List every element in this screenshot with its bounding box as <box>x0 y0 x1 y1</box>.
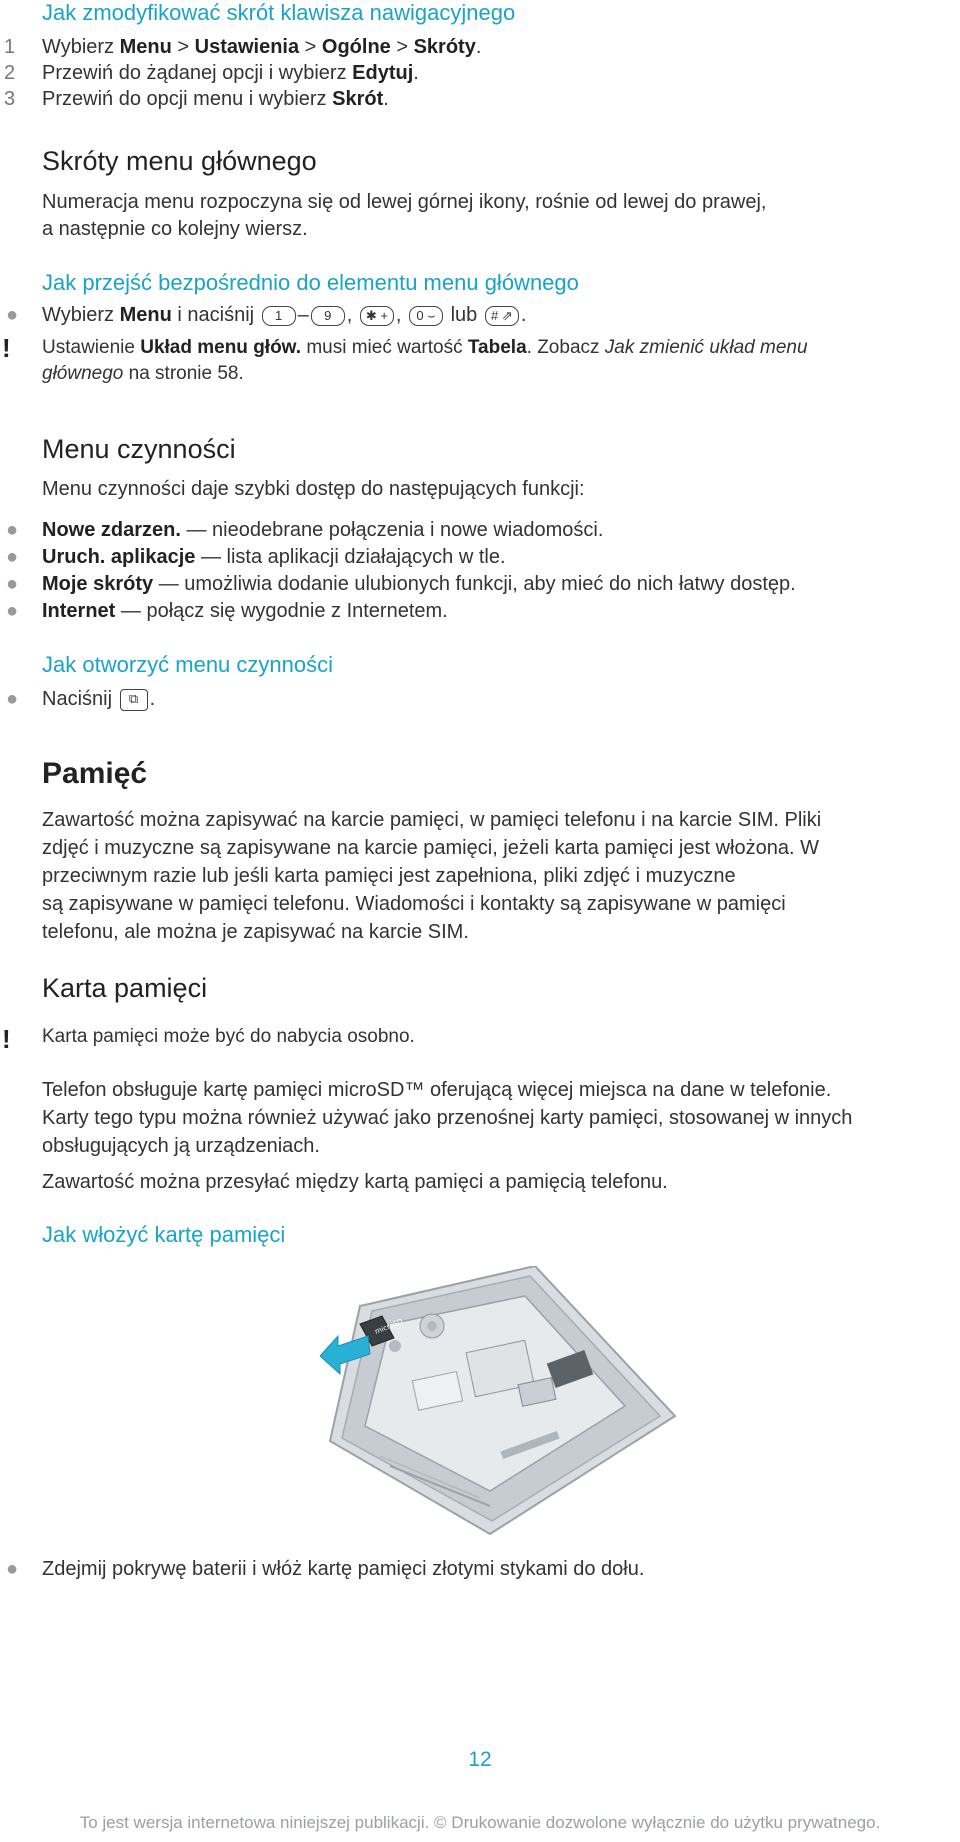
subheading-open-activity-menu: Jak otworzyć menu czynności <box>42 652 333 677</box>
note-text: musi mieć wartość <box>301 337 468 358</box>
section-title-main-menu-shortcuts: Skróty menu głównego <box>42 146 317 176</box>
key-hash-icon: # ⇗ <box>485 306 519 326</box>
step-text: . <box>413 62 419 84</box>
step-number: 1 <box>4 36 16 58</box>
bullet-text: Wybierz <box>42 304 120 326</box>
subheading-insert-card: Jak włożyć kartę pamięci <box>42 1222 286 1247</box>
note-text: na stronie 58. <box>123 363 244 384</box>
period: . <box>149 688 156 710</box>
item-term: Nowe zdarzen. <box>42 519 181 541</box>
comma: , <box>395 304 402 326</box>
paragraph-line: Menu czynności daje szybki dostęp do następujących funkcji: <box>42 478 585 500</box>
memory-paragraph <box>42 806 942 946</box>
key-star-icon: ✱ + <box>360 306 394 326</box>
phone-illustration <box>320 1266 690 1536</box>
footer-notice: To jest wersja internetowa niniejszej publikacji. © Drukowanie dozwolone wyłącznie do użytku prywatnego. <box>79 1813 881 1832</box>
note-emphasis: Układ menu głów. <box>140 337 302 358</box>
note-text: . Zobacz <box>526 337 605 358</box>
paragraph-line: Telefon obsługuje kartę pamięci microSD™ oferującą więcej miejsca na dane w telefonie. <box>42 1079 832 1101</box>
section-title-memory: Pamięć <box>42 757 148 790</box>
subheading-direct-access: Jak przejść bezpośrednio do elementu menu głównego <box>42 270 579 295</box>
page-number: 12 <box>468 1748 492 1771</box>
bullet-text: i naciśnij <box>171 304 260 326</box>
bullet-dot: ● <box>6 546 19 568</box>
note-purchase <box>0 1026 960 1056</box>
step-emphasis: Menu <box>119 36 172 58</box>
step-2 <box>0 60 960 86</box>
bullet-keys <box>0 302 960 330</box>
note-text: Ustawienie <box>42 337 141 358</box>
item-term: Uruch. aplikacje <box>42 546 196 568</box>
step-text: Wybierz <box>42 36 120 58</box>
step-text: . <box>475 36 482 58</box>
bullet-dot: ● <box>6 688 19 710</box>
step-3 <box>0 86 960 112</box>
step-number: 2 <box>4 62 16 84</box>
section-heading-shortcut: Jak zmodyfikować skrót klawisza nawigacyjnego <box>42 0 516 25</box>
note-text: Karta pamięci może być do nabycia osobno. <box>42 1026 415 1047</box>
item-term: Moje skróty <box>42 573 154 595</box>
step-emphasis: Edytuj <box>352 62 414 84</box>
list-item <box>0 598 960 625</box>
step-text: > <box>171 36 195 58</box>
step-number: 3 <box>4 88 16 110</box>
card-label: microSD <box>373 1317 405 1336</box>
bullet-dot: ● <box>6 304 19 326</box>
phone-back-image <box>320 1266 690 1536</box>
bullet-text: Naciśnij <box>42 688 118 710</box>
list-item <box>0 544 960 571</box>
item-desc: — umożliwia dodanie ulubionych funkcji, aby mieć do nich łatwy dostęp. <box>153 573 796 595</box>
dash: – <box>297 304 309 326</box>
paragraph-line: obsługujących ją urządzeniach. <box>42 1135 320 1157</box>
bullet-insert-step <box>0 1556 960 1584</box>
paragraph-line: Karty tego typu można również używać jako przenośnej karty pamięci, stosowanej w innych <box>42 1107 853 1129</box>
step-1 <box>0 34 960 60</box>
paragraph-line: Zawartość można przesyłać między kartą pamięci a pamięcią telefonu. <box>42 1171 668 1193</box>
list-item <box>0 571 960 598</box>
menu-term: Menu <box>119 304 172 326</box>
bullet-press <box>0 686 960 714</box>
paragraph-line: są zapisywane w pamięci telefonu. Wiadomości i kontakty są zapisywane w pamięci <box>42 893 786 915</box>
key-9-icon: 9 <box>311 306 345 326</box>
comma: , <box>346 304 353 326</box>
item-term: Internet <box>42 600 116 622</box>
paragraph-line: a następnie co kolejny wiersz. <box>42 218 308 240</box>
note-link-italic: Jak zmienić układ menu <box>604 337 808 358</box>
item-desc: — nieodebrane połączenia i nowe wiadomości. <box>180 519 604 541</box>
step-text: . <box>383 88 389 110</box>
bullet-dot: ● <box>6 519 19 541</box>
step-text: Przewiń do żądanej opcji i wybierz <box>42 62 353 84</box>
activity-list <box>0 517 960 625</box>
list-item <box>0 517 960 544</box>
paragraph-line: przeciwnym razie lub jeśli karta pamięci jest zapełniona, pliki zdjęć i muzyczne <box>42 865 736 887</box>
step-text: > <box>299 36 322 58</box>
steps-list <box>0 34 960 112</box>
paragraph-line: Zawartość można zapisywać na karcie pamięci, w pamięci telefonu i na karcie SIM. Pliki <box>42 809 822 831</box>
bullet-dot: ● <box>6 600 19 622</box>
step-text: > <box>390 36 414 58</box>
paragraph-line: Numeracja menu rozpoczyna się od lewej górnej ikony, rośnie od lewej do prawej, <box>42 191 767 213</box>
key-0-icon: 0 ⌣ <box>409 306 443 326</box>
microsd-paragraph <box>42 1076 942 1160</box>
section-title-activity-menu: Menu czynności <box>42 434 236 464</box>
warning-icon: ! <box>2 333 11 363</box>
note-layout <box>0 335 960 395</box>
bullet-dot: ● <box>6 573 19 595</box>
step-emphasis: Skróty <box>413 36 476 58</box>
period: . <box>520 304 527 326</box>
bullet-dot: ● <box>6 1558 19 1580</box>
section-title-memory-card: Karta pamięci <box>42 973 208 1003</box>
warning-icon: ! <box>2 1024 11 1054</box>
step-emphasis: Ogólne <box>321 36 391 58</box>
key-1-icon: 1 <box>262 306 296 326</box>
item-desc: — lista aplikacji działających w tle. <box>195 546 506 568</box>
paragraph-line: telefonu, ale można je zapisywać na karcie SIM. <box>42 921 469 943</box>
note-emphasis: Tabela <box>467 337 527 358</box>
paragraph-line: zdjęć i muzyczne są zapisywane na karcie pamięci, jeżeli karta pamięci jest włożona. W <box>42 837 819 859</box>
step-emphasis: Skrót <box>332 88 384 110</box>
note-link-italic: głównego <box>42 363 124 384</box>
step-emphasis: Ustawienia <box>194 36 300 58</box>
activity-menu-key-icon: ⧉ <box>120 689 148 711</box>
step-text: Przewiń do opcji menu i wybierz <box>42 88 333 110</box>
bullet-text: Zdejmij pokrywę baterii i włóż kartę pamięci złotymi stykami do dołu. <box>42 1558 645 1580</box>
bullet-text: lub <box>445 304 483 326</box>
item-desc: — połącz się wygodnie z Internetem. <box>115 600 448 622</box>
